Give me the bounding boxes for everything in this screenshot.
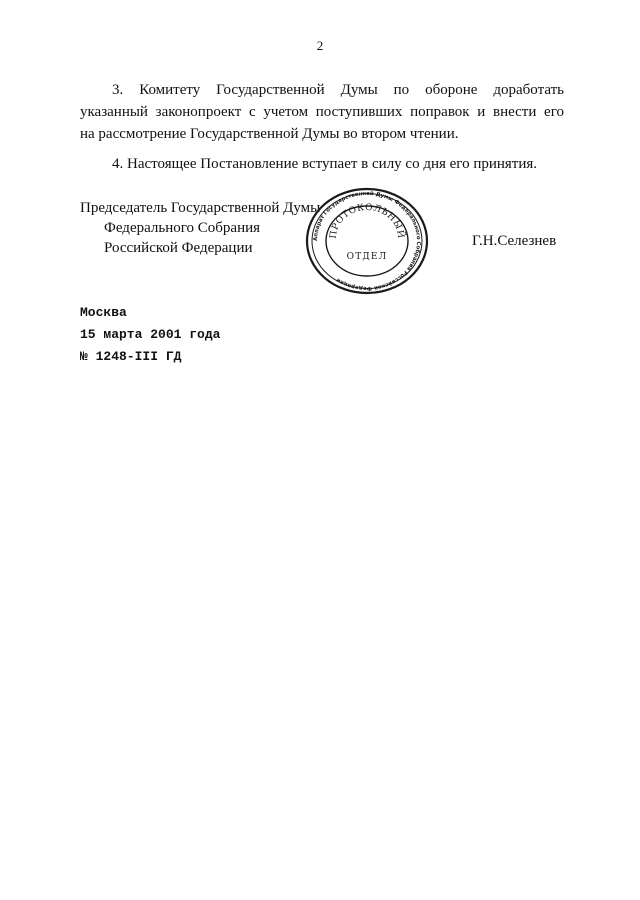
document-meta — [80, 302, 220, 368]
page-number: 2 — [316, 38, 324, 53]
stamp-outer-text: Аппарат Государственной Думы Федерального Собрания Российской Федерации — [312, 190, 422, 292]
signature-title-line-1: Председатель Государственной Думы — [80, 200, 321, 216]
stamp-center-text: ОТДЕЛ — [346, 252, 388, 262]
stamp-inner-text: ПРОТОКОЛЬНЫЙ — [328, 202, 406, 240]
meta-number: № 1248-III ГД — [80, 349, 182, 364]
official-stamp — [302, 186, 432, 296]
signature-title-line-3: Российской Федерации — [104, 240, 253, 256]
signature-title — [80, 198, 320, 258]
paragraph-3-line-3: на рассмотрение Государственной Думы во втором чтении. — [80, 126, 459, 142]
meta-date: 15 марта 2001 года — [80, 327, 221, 342]
signature-title-line-2: Федерального Собрания — [104, 220, 261, 236]
paragraph-3-line-2: указанный законопроект с учетом поступивших поправок и внести его — [80, 104, 564, 120]
paragraph-4: 4. Настоящее Постановление вступает в силу со дня его принятия. — [112, 156, 538, 172]
paragraph-3-line-1: 3. Комитету Государственной Думы по обороне доработать — [112, 82, 564, 98]
meta-city: Москва — [80, 305, 127, 320]
svg-text:ПРОТОКОЛЬНЫЙ — [329, 203, 408, 239]
paragraph-3 — [80, 79, 564, 145]
signer-name: Г.Н.Селезнев — [472, 233, 557, 249]
